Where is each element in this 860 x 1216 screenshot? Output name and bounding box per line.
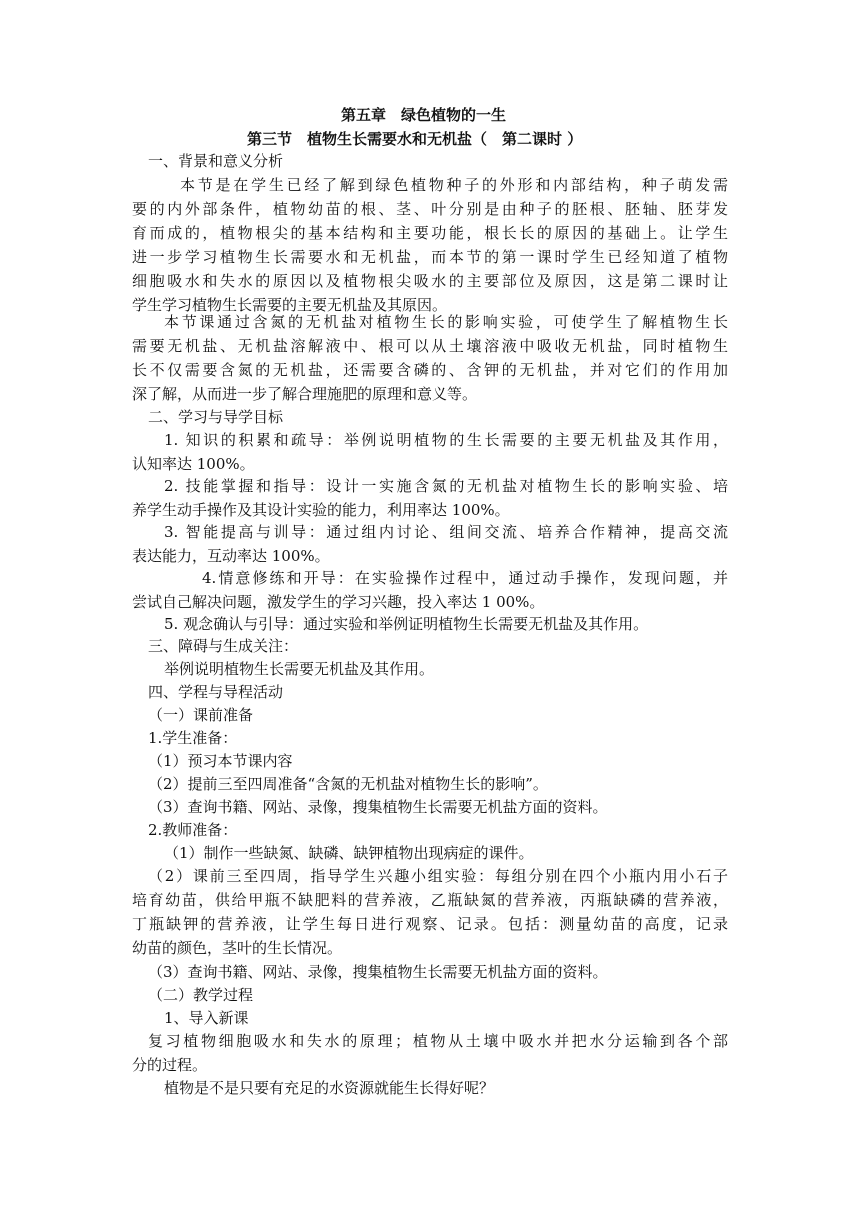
paragraph-line: 需要无机盐、无机盐溶解液中、根可以从土壤溶液中吸收无机盐，同时植物生 bbox=[132, 337, 728, 355]
paragraph-line: 举例说明植物生长需要无机盐及其作用。 bbox=[164, 660, 435, 678]
objective-line: 尝试自己解决问题，激发学生的学习兴趣，投入率达 1 00%。 bbox=[132, 593, 545, 611]
paragraph-line: 细胞吸水和失水的原因以及植物根尖吸水的主要部位及原因，这是第二课时让 bbox=[132, 272, 728, 290]
paragraph-line: 植物是不是只要有充足的水资源就能生长得好呢？ bbox=[164, 1079, 495, 1097]
heading-background: 一、背景和意义分析 bbox=[148, 152, 284, 170]
objective-line: 表达能力，互动率达 100%。 bbox=[132, 547, 330, 565]
list-item: （2）提前三至四周准备“含氮的无机盐对植物生长的影响”。 bbox=[148, 775, 548, 793]
objective-line: 4.情意修练和开导：在实验操作过程中，通过动手操作，发现问题，并 bbox=[202, 569, 728, 587]
heading-obstacles: 三、障碍与生成关注： bbox=[148, 637, 299, 655]
paragraph-line: 本节是在学生已经了解到绿色植物种子的外形和内部结构，种子萌发需 bbox=[180, 176, 728, 194]
objective-line: 认知率达 100%。 bbox=[132, 455, 255, 473]
heading-activities: 四、学程与导程活动 bbox=[148, 683, 284, 701]
subheading-teacher-prep: 2.教师准备： bbox=[148, 821, 238, 839]
heading-objectives: 二、学习与导学目标 bbox=[148, 408, 284, 426]
list-item: （3）查询书籍、网站、录像，搜集植物生长需要无机盐方面的资料。 bbox=[148, 798, 608, 816]
list-item: （1）预习本节课内容 bbox=[148, 752, 293, 770]
paragraph-line: 要的内外部条件，植物幼苗的根、茎、叶分别是由种子的胚根、胚轴、胚芽发 bbox=[132, 200, 728, 218]
subheading-student-prep: 1.学生准备： bbox=[148, 729, 238, 747]
list-item: 丁瓶缺钾的营养液，让学生每日进行观察、记录。包括：测量幼苗的高度，记录 bbox=[132, 915, 728, 933]
list-item: （2）课前三至四周，指导学生兴趣小组实验：每组分别在四个小瓶内用小石子 bbox=[148, 867, 728, 885]
paragraph-line: 进一步学习植物生长需要水和无机盐，而本节的第一课时学生已经知道了植物 bbox=[132, 248, 728, 266]
subheading-preparation: （一）课前准备 bbox=[148, 706, 254, 724]
paragraph-line: 深了解，从而进一步了解合理施肥的原理和意义等。 bbox=[132, 385, 478, 403]
list-item: 幼苗的颜色，茎叶的生长情况。 bbox=[132, 939, 343, 957]
chapter-title: 第五章 绿色植物的一生 bbox=[341, 106, 507, 124]
objective-line: 2. 技能掌握和指导：设计一实施含氮的无机盐对植物生长的影响实验、培 bbox=[164, 477, 728, 495]
subheading-introduction: 1、导入新课 bbox=[164, 1009, 249, 1027]
paragraph-line: 本节课通过含氮的无机盐对植物生长的影响实验，可使学生了解植物生长 bbox=[164, 313, 728, 331]
objective-line: 5. 观念确认与引导：通过实验和举例证明植物生长需要无机盐及其作用。 bbox=[164, 615, 649, 633]
paragraph-line: 分的过程。 bbox=[132, 1056, 208, 1074]
paragraph-line: 学生学习植物生长需要的主要无机盐及其原因。 bbox=[132, 296, 448, 314]
paragraph-line: 长不仅需要含氮的无机盐，还需要含磷的、含钾的无机盐，并对它们的作用加 bbox=[132, 361, 728, 379]
objective-line: 1. 知识的积累和疏导：举例说明植物的生长需要的主要无机盐及其作用， bbox=[164, 431, 728, 449]
objective-line: 养学生动手操作及其设计实验的能力，利用率达 100%。 bbox=[132, 501, 510, 519]
list-item: （1）制作一些缺氮、缺磷、缺钾植物出现病症的课件。 bbox=[164, 844, 534, 862]
section-title: 第三节 植物生长需要水和无机盐（ 第二课时 ） bbox=[247, 130, 583, 148]
list-item: 培育幼苗，供给甲瓶不缺肥料的营养液，乙瓶缺氮的营养液，丙瓶缺磷的营养液， bbox=[132, 891, 728, 909]
paragraph-line: 育而成的，植物根尖的基本结构和主要功能，根长长的原因的基础上。让学生 bbox=[132, 224, 728, 242]
objective-line: 3. 智能提高与训导：通过组内讨论、组间交流、培养合作精神，提高交流 bbox=[164, 523, 728, 541]
paragraph-line: 复习植物细胞吸水和失水的原理；植物从土壤中吸水并把水分运输到各个部 bbox=[148, 1032, 728, 1050]
subheading-teaching-process: （二）教学过程 bbox=[148, 986, 254, 1004]
list-item: （3）查询书籍、网站、录像，搜集植物生长需要无机盐方面的资料。 bbox=[148, 963, 608, 981]
